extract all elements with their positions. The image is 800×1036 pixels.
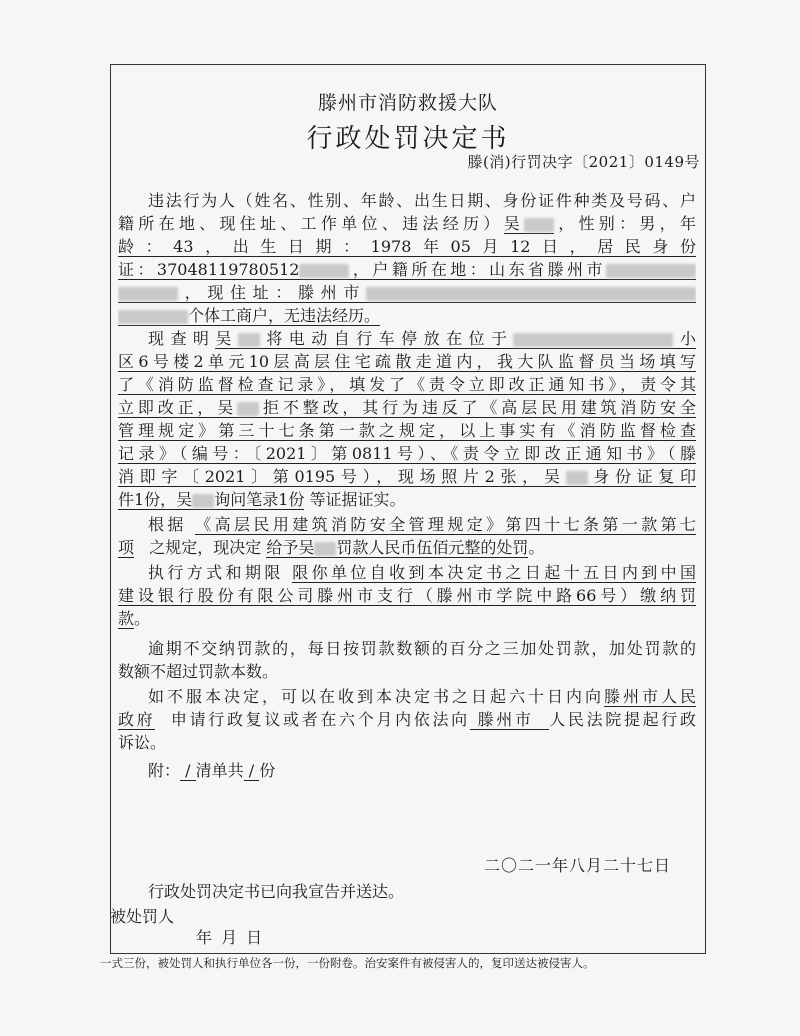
body-line-17: 执行方式和期限 限你单位自收到本决定书之日起十五日内到中国 bbox=[148, 563, 696, 582]
body-line-24: 诉讼。 bbox=[118, 733, 167, 752]
body-line-18: 建设银行股份有限公司滕州市支行（滕州市学院中路66号）缴纳罚 bbox=[118, 586, 696, 605]
body-line-10: 立即改正，吴 拒不整改，其行为违反了《高层民用建筑消防安全 bbox=[118, 398, 696, 417]
body-line-3: 龄：43，出生日期：1978年05月12日，居民身份 bbox=[118, 237, 696, 256]
copies-note: 一式三份，被处罚人和执行单位各一份，一份附卷。治安案件有被侵害人的，复印送达被侵害人。 bbox=[100, 956, 595, 970]
body-line-16: 项 之规定，现决定 给予吴 罚款人民币伍佰元整的处罚。 bbox=[118, 538, 545, 557]
body-line-12: 记录》（编号：〔2021〕第0811号）、《责令立即改正通知书》（滕 bbox=[118, 444, 696, 463]
body-line-7: 现查明吴 将电动自行车停放在位于 小 bbox=[148, 329, 696, 348]
issue-date: 二〇二一年八月二十七日 bbox=[484, 856, 672, 875]
document-number: 滕(消)行罚决字〔2021〕0149号 bbox=[467, 153, 700, 171]
body-line-23: 政府 申请行政复议或者在六个月内依法向 滕州市 人民法院提起行政 bbox=[118, 710, 696, 729]
service-statement: 行政处罚决定书已向我宣告并送达。 bbox=[148, 882, 405, 901]
body-line-19: 款。 bbox=[118, 609, 151, 628]
body-line-11: 管理规定》第三十七条第一款之规定，以上事实有《消防监督检查 bbox=[118, 421, 696, 440]
body-line-4: 证：37048119780512 ，户籍所在地：山东省滕州市 bbox=[118, 259, 696, 280]
penalized-party-label: 被处罚人 bbox=[110, 907, 175, 926]
document-title: 行政处罚决定书 bbox=[306, 124, 510, 154]
body-line-8: 区6号楼2单元10层高层住宅疏散走道内，我大队监督员当场填写 bbox=[118, 352, 696, 371]
body-line-20: 逾期不交纳罚款的，每日按罚款数额的百分之三加处罚款，加处罚款的 bbox=[148, 639, 696, 658]
body-line-13: 消即字〔2021〕第0195号），现场照片2张，吴 身份证复印 bbox=[118, 467, 696, 486]
body-line-9: 了《消防监督检查记录》，填发了《责令立即改正通知书》，责令其 bbox=[118, 375, 696, 394]
body-line-1: 违法行为人（姓名、性别、年龄、出生日期、身份证件种类及号码、户 bbox=[148, 191, 696, 210]
issuing-organization: 滕州市消防救援大队 bbox=[317, 92, 498, 114]
body-line-22: 如不服本决定，可以在收到本决定书之日起六十日内向滕州市人民 bbox=[148, 687, 696, 706]
body-line-2: 籍所在地、现住址、工作单位、违法经历）吴 ，性别：男，年 bbox=[118, 214, 696, 233]
body-line-15: 根据 《高层民用建筑消防安全管理规定》第四十七条第一款第七 bbox=[148, 515, 696, 534]
signature-date-blank: 年 月 日 bbox=[196, 928, 265, 947]
body-line-14: 件1份，吴 询问笔录1份 等证据证实。 bbox=[118, 490, 406, 509]
body-line-5: ，现住址：滕州市 bbox=[118, 282, 696, 303]
attachment-line: 附： / 清单共 / 份 bbox=[148, 761, 276, 780]
body-line-21: 数额不超过罚款本数。 bbox=[118, 662, 279, 681]
body-line-6: 个体工商户，无违法经历。 bbox=[118, 305, 696, 326]
